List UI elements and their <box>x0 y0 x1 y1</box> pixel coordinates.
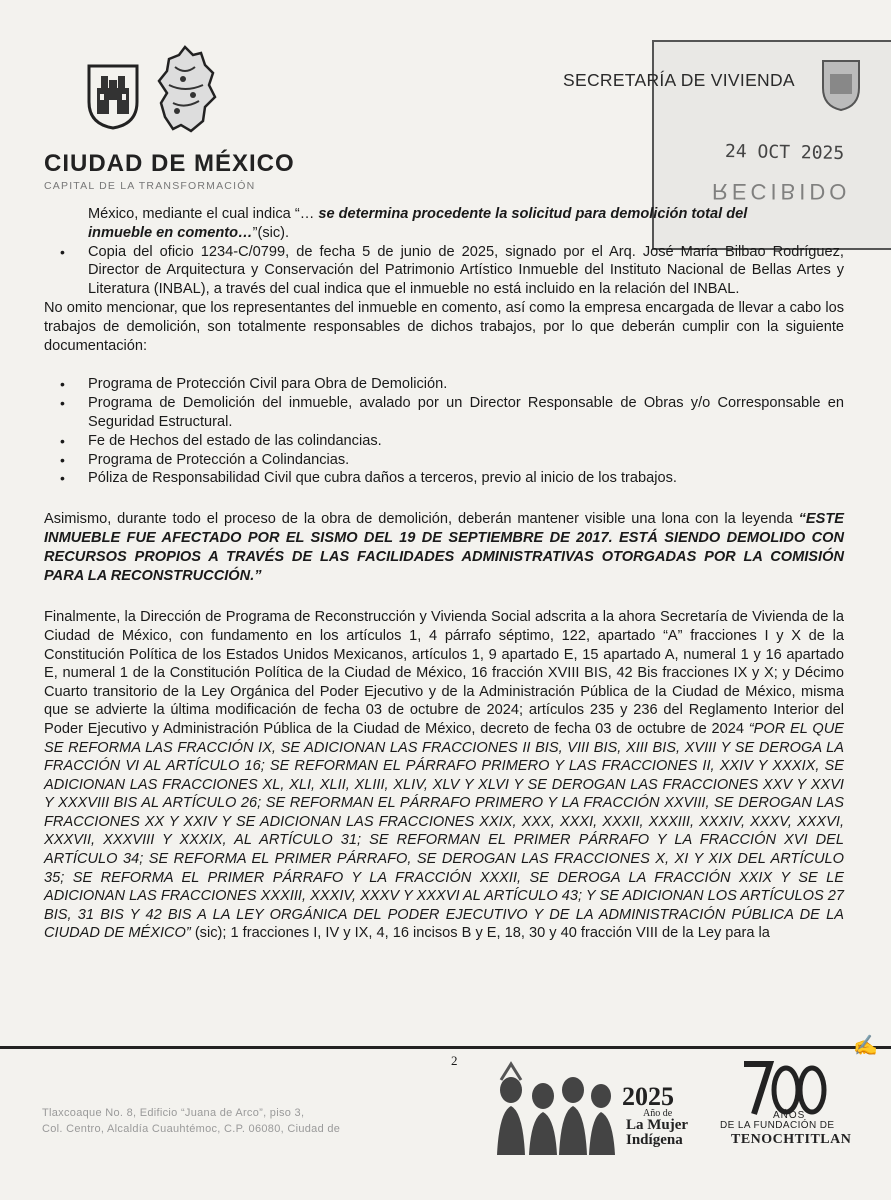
year-2025-sub: Año de <box>643 1108 673 1119</box>
continuation-quote-end: inmueble en comento… <box>88 224 253 241</box>
paragraph-omito: No omito mencionar, que los representantes del inmueble en comento, así como la empresa encargada de llevar a cabo los trabajos de demolición, son totalmente responsables de dichos trabajos, por lo que deberán cumplir con la siguiente documentación: <box>44 299 844 354</box>
asimismo-leyenda: “ESTE INMUEBLE FUE AFECTADO POR EL SISMO DEL 19 DE SEPTIEMBRE DE 2017. ESTÁ SIENDO DEMOLIDO CON RECURSOS PROPIOS A TRAVÉS DE LAS FACILIDADES ADMINISTRATIVAS OTORGADAS POR LA COMISIÓN PARA LA RECONSTRUCCIÓN.” <box>44 511 844 584</box>
list-item: • Póliza de Responsabilidad Civil que cubra daños a terceros, previo al inicio de los trabajos. <box>44 469 844 488</box>
address-line: Tlaxcoaque No. 8, Edificio “Juana de Arco”, piso 3, <box>42 1107 305 1119</box>
paragraph-finalmente <box>44 608 844 943</box>
finalmente-decreto: “POR EL QUE SE REFORMA LAS FRACCIÓN IX, SE ADICIONAN LAS FRACCIONES II BIS, VIII BIS, XIII BIS, XVIII Y SE DEROGA LA FRACCIÓN VI AL ARTÍCULO 16; SE REFORMAN EL PÁRRAFO PRIMERO Y LAS FRACCIONES II, XXIV Y XXXIX, SE ADICIONAN LAS FRACCIONES XL, XLI, XLII, XLIII, XLIV, XLV Y XLVI Y SE DEROGAN LAS FRACCIONES XXV Y XXVI Y XXXVIII BIS AL ARTÍCULO 26; SE REFORMAN EL PÁRRAFO PRIMERO Y LA FRACCIÓN XXVIII, SE DEROGAN LAS FRACCIONES XX Y XXIV Y SE ADICIONAN LAS FRACCIONES XXIX, XXX, XXXI, XXXII, XXXIII, XXXIV, XXXV, XXXVI, XXXVII, XXXVIII Y XXXIX, AL ARTÍCULO 31; SE REFORMAN EL PRIMER PÁRRAFO Y LA FRACCIÓN XVI DEL ARTÍCULO 34; SE REFORMA EL PRIMER PÁRRAFO, SE DEROGAN LAS FRACCIONES X, XI Y XIX DEL ARTÍCULO 35; SE REFORMA EL PRIMER PÁRRAFO Y LA FRACCIÓN XXXII, SE DEROGA LA FRACCIÓN XXIX Y SE LE ADICIONAN LAS FRACCIONES XXXIII, XXXIV, XXXV Y XXXVI AL ARTÍCULO 43; Y SE ADICIONAN LOS ARTÍCULOS 27 BIS, 31 BIS Y 42 BIS A LA LEY ORGÁNICA DEL PODER EJECUTIVO Y DE LA ADMINISTRACIÓN PÚBLICA DE LA CIUDAD DE MÉXICO” <box>44 720 844 942</box>
finalmente-tail: (sic); 1 fracciones I, IV y IX, 4, 16 incisos B y E, 18, 30 y 40 fracción VIII de la Ley para la <box>190 925 770 942</box>
footer-address <box>42 1105 340 1137</box>
continuation-quote: se determina procedente la solicitud para demolición total del <box>318 206 748 222</box>
asimismo-intro: Asimismo, durante todo el proceso de la obra de demolición, deberán mantener visible una lona con la leyenda <box>44 511 799 528</box>
stamp-received: RECIBIDO <box>712 179 851 204</box>
continuation-prefix: México, mediante el cual indica “… <box>88 206 319 222</box>
continuation-line <box>44 205 844 243</box>
list-item: • Programa de Demolición del inmueble, avalado por un Director Responsable de Obras y/o Corresponsable en Seguridad Estructural. <box>44 394 844 432</box>
anos-label: AÑOS <box>773 1110 806 1121</box>
page-number: 2 <box>451 1053 458 1068</box>
list-item: • Fe de Hechos del estado de las colindancias. <box>44 432 844 451</box>
list-item: • Programa de Protección Civil para Obra de Demolición. <box>44 375 844 394</box>
address-line: Col. Centro, Alcaldía Cuauhtémoc, C.P. 06080, Ciudad de <box>42 1123 341 1135</box>
stamp-seal-icon <box>820 58 862 112</box>
document-body <box>44 205 844 943</box>
initials-mark-icon: ✍ <box>853 1035 878 1057</box>
secretaria-title: SECRETARÍA DE VIVIENDA <box>563 70 795 90</box>
bullet-copia-oficio: • Copia del oficio 1234-C/0799, de fecha 5 de junio de 2025, signado por el Arq. José María Bilbao Rodríguez, Director de Arquitectura y Conservación del Patrimonio Artístico Inmueble del Instituto Nacional de Bellas Artes y Literatura (INBAL), a través del cual indica que el inmueble no está incluido en la relación del INBAL. <box>44 243 844 299</box>
list-item: • Programa de Protección a Colindancias. <box>44 451 844 470</box>
fundacion-line2: TENOCHTITLAN <box>731 1132 852 1147</box>
continuation-suffix: ”(sic). <box>252 224 290 241</box>
city-subtitle: CAPITAL DE LA TRANSFORMACIÓN <box>44 180 256 192</box>
fundacion-line1: DE LA FUNDACIÓN DE <box>720 1120 835 1131</box>
indigenous-women-portraits <box>493 1060 618 1155</box>
year-2025-title: 2025 <box>622 1082 674 1111</box>
footer-rule <box>0 1046 891 1049</box>
stamp-date: 24 OCT 2025 <box>724 140 845 165</box>
cdmx-map-logo <box>155 45 217 135</box>
700-anos-logo <box>740 1058 830 1118</box>
year-2025-line1: La Mujer <box>626 1117 689 1133</box>
year-2025-line2: Indígena <box>626 1132 683 1148</box>
finalmente-intro: Finalmente, la Dirección de Programa de Reconstrucción y Vivienda Social adscrita a la ahora Secretaría de Vivienda de la Ciudad de México, con fundamento en los artículos 1, 4 párrafo séptimo, 122, apartado “A” fracciones I y X de la Constitución Política de los Estados Unidos Mexicanos, artículos 1, 9 apartado E, 15 apartado A, numeral 1 y 16 apartado E, numeral 1 de la Constitución Política de la Ciudad de México, 16 fracción XVIII BIS, 42 Bis fracciones IX y X; y Décimo Cuarto transitorio de la Ley Orgánica del Poder Ejecutivo y de la Administración Pública de la Ciudad de México, misma que se advierte la última modificación de fecha 03 de octubre de 2024; artículos 235 y 236 del Reglamento Interior del Poder Ejecutivo y Administración Pública de la Ciudad de México, decreto de fecha 03 de octubre de 2024 <box>44 609 844 737</box>
city-title: CIUDAD DE MÉXICO <box>44 150 295 177</box>
paragraph-asimismo <box>44 510 844 585</box>
cdmx-shield-logo <box>85 62 141 130</box>
